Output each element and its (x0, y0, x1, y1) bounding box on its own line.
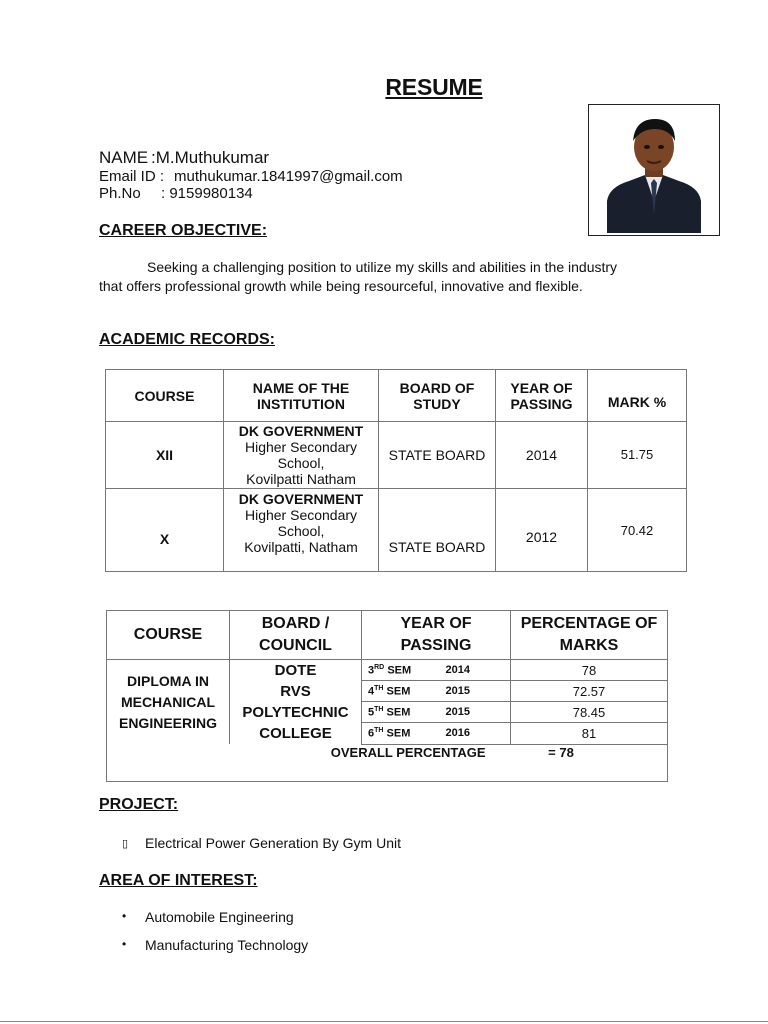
inst-line: School, (277, 523, 325, 539)
course-line: ENGINEERING (118, 714, 217, 731)
overall-value: = 78 (548, 744, 574, 760)
sem-mark: 72.57 (511, 681, 668, 702)
name-line (99, 148, 269, 168)
inst-line: DK GOVERNMENT (238, 423, 364, 439)
sem-mark: 81 (511, 723, 668, 744)
table-row (106, 489, 687, 572)
sem-sup: TH (374, 705, 384, 713)
header-board (379, 370, 496, 422)
sem-year: 2014 (445, 663, 470, 676)
sem-sup: TH (374, 727, 384, 735)
phone-value: : 9159980134 (161, 185, 253, 202)
inst-line: Kovilpatti Natham (246, 471, 356, 487)
career-objective-heading: CAREER OBJECTIVE: (99, 222, 268, 239)
row-institution (224, 422, 379, 489)
council-line: COLLEGE (259, 725, 332, 742)
area-of-interest-heading: AREA OF INTEREST: (99, 872, 258, 889)
name-label: NAME (99, 148, 149, 167)
diploma-council (230, 660, 362, 745)
name-value: :M.Muthukumar (151, 148, 270, 167)
sem-cell (362, 660, 511, 681)
interest-bullet-icon: • (122, 937, 127, 951)
diploma-course (107, 660, 230, 745)
header-board (230, 611, 362, 660)
sem-num: 3 (368, 664, 375, 677)
sem-num: 4 (368, 685, 375, 698)
project-item: Electrical Power Generation By Gym Unit (145, 835, 401, 851)
header-institution-line2: INSTITUTION (257, 395, 345, 412)
row-year: 2012 (496, 489, 588, 572)
row-course: X (106, 489, 224, 572)
header-year (496, 370, 588, 422)
table-header-row (107, 611, 668, 660)
objective-line-1: Seeking a challenging position to utilize my skills and abilities in the industry (147, 259, 618, 275)
row-course: XII (106, 422, 224, 489)
interest-item: Manufacturing Technology (145, 937, 309, 953)
academic-records-table (105, 369, 687, 572)
sem-mark: 78 (511, 660, 668, 681)
header-course: COURSE (107, 611, 230, 660)
table-row (106, 422, 687, 489)
header-course: COURSE (106, 370, 224, 422)
project-heading: PROJECT: (99, 796, 179, 813)
sem-year: 2015 (445, 705, 470, 718)
overall-row (107, 744, 668, 781)
phone-line (99, 185, 253, 202)
council-line: DOTE (274, 662, 317, 679)
sem-num: 6 (368, 727, 375, 740)
inst-line: Higher Secondary (244, 507, 358, 523)
row-mark: 70.42 (588, 489, 687, 572)
overall-cell (107, 744, 668, 781)
sem-cell (362, 702, 511, 723)
sem-label: SEM (386, 685, 411, 698)
header-institution-line1: NAME OF THE (252, 379, 350, 396)
row-board: STATE BOARD (379, 489, 496, 572)
career-objective-text (99, 258, 679, 296)
email-label: Email ID : (99, 168, 165, 185)
course-line: MECHANICAL (120, 693, 216, 710)
header-year-line1: YEAR OF (400, 615, 472, 632)
profile-photo (588, 104, 720, 236)
email-value: muthukumar.1841997@gmail.com (174, 168, 403, 185)
header-pct-line1: PERCENTAGE OF (520, 615, 658, 632)
page-bottom-divider (0, 1021, 768, 1022)
council-line: POLYTECHNIC (242, 704, 349, 721)
row-board: STATE BOARD (379, 422, 496, 489)
header-mark: MARK % (588, 370, 687, 422)
project-bullet-icon: ▯ (122, 838, 129, 850)
council-line: RVS (280, 683, 311, 700)
row-mark: 51.75 (588, 422, 687, 489)
overall-label: OVERALL PERCENTAGE (330, 744, 486, 760)
sem-label: SEM (386, 727, 411, 740)
sem-year: 2016 (445, 727, 470, 740)
row-year: 2014 (496, 422, 588, 489)
interest-bullet-icon: • (122, 909, 127, 923)
inst-line: DK GOVERNMENT (238, 491, 364, 507)
sem-cell (362, 723, 511, 744)
sem-label: SEM (386, 706, 411, 719)
course-line: DIPLOMA IN (127, 672, 209, 689)
sem-sup: TH (374, 684, 384, 692)
header-institution (224, 370, 379, 422)
header-year-line1: YEAR OF (510, 379, 573, 396)
page-title: RESUME (385, 74, 483, 100)
diploma-table (106, 610, 668, 782)
sem-sup: RD (374, 663, 385, 671)
email-line (99, 168, 403, 185)
objective-line-2: that offers professional growth while being resourceful, innovative and flexible. (99, 278, 583, 294)
row-institution (224, 489, 379, 572)
inst-line: School, (277, 455, 325, 471)
table-row (107, 660, 668, 681)
header-percentage (511, 611, 668, 660)
header-board-line2: COUNCIL (259, 637, 332, 654)
header-year-line2: PASSING (510, 395, 573, 412)
header-year-line2: PASSING (400, 637, 472, 654)
header-year (362, 611, 511, 660)
header-board-line2: STUDY (413, 395, 461, 412)
person-photo-icon (589, 105, 719, 235)
table-header-row (106, 370, 687, 422)
sem-label: SEM (387, 664, 412, 677)
academic-records-heading: ACADEMIC RECORDS: (99, 331, 275, 348)
header-board-line1: BOARD OF (399, 379, 475, 396)
header-board-line1: BOARD / (261, 615, 330, 632)
phone-label: Ph.No (99, 185, 141, 202)
header-pct-line2: MARKS (559, 637, 619, 654)
sem-cell (362, 681, 511, 702)
inst-line: Higher Secondary (244, 439, 358, 455)
sem-year: 2015 (445, 684, 470, 697)
sem-num: 5 (368, 706, 375, 719)
interest-item: Automobile Engineering (145, 909, 294, 925)
inst-line: Kovilpatti, Natham (244, 539, 358, 555)
sem-mark: 78.45 (511, 702, 668, 723)
